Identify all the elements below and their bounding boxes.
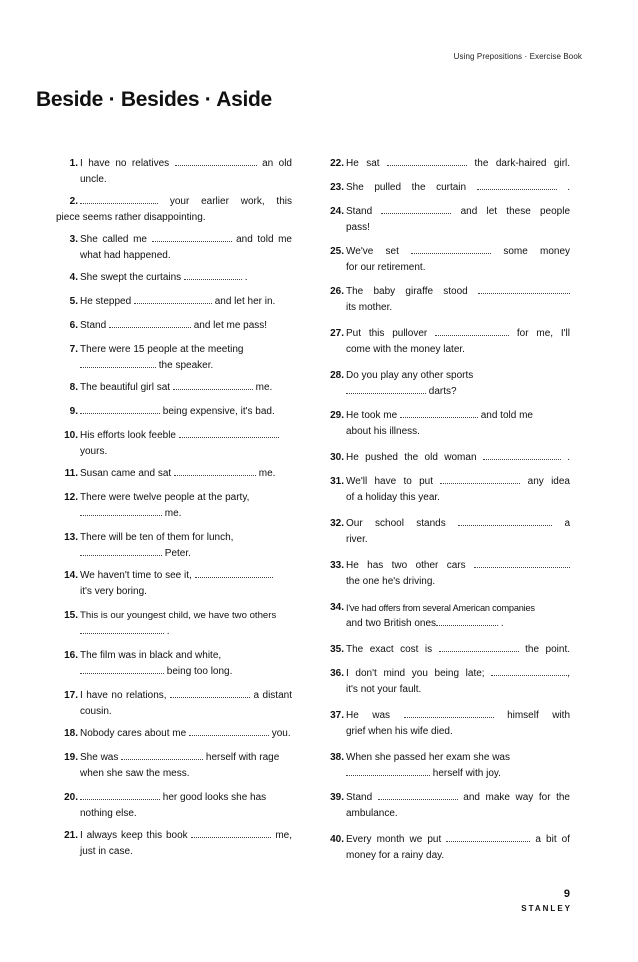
exercise-text: for our retirement. — [346, 262, 426, 273]
answer-blank[interactable] — [80, 546, 162, 556]
exercise-item — [56, 828, 292, 860]
exercise-text: me, — [275, 830, 292, 841]
exercise-text: He stepped — [80, 296, 132, 307]
exercise-text: Stand — [346, 792, 373, 803]
exercise-item — [56, 156, 292, 188]
exercise-text: river. — [346, 534, 368, 545]
exercise-number: 9. — [69, 406, 78, 417]
exercise-number: 18. — [64, 728, 78, 739]
exercise-item — [322, 408, 570, 440]
exercise-text: He pushed the old woman — [346, 452, 477, 463]
exercise-text: darts? — [428, 386, 457, 397]
exercise-text: The baby giraffe stood — [346, 286, 468, 297]
exercise-item — [56, 232, 292, 264]
exercise-number: 16. — [64, 650, 78, 661]
answer-blank[interactable] — [152, 232, 232, 242]
exercise-number: 7. — [69, 344, 78, 355]
answer-blank[interactable] — [174, 466, 256, 476]
exercise-item — [56, 466, 292, 482]
answer-blank[interactable] — [440, 474, 520, 484]
answer-blank[interactable] — [411, 244, 491, 254]
answer-blank[interactable] — [474, 558, 570, 568]
answer-blank[interactable] — [175, 156, 257, 166]
exercise-text: This is our youngest child, we have two others — [80, 610, 277, 621]
exercise-number: 12. — [64, 492, 78, 503]
exercise-text: We haven't time to see it, — [80, 570, 192, 581]
answer-blank[interactable] — [439, 642, 519, 652]
exercise-item — [322, 790, 570, 822]
answer-blank[interactable] — [191, 828, 271, 838]
exercise-text: some money — [503, 246, 571, 257]
exercise-item — [56, 270, 292, 286]
exercise-text: and let her in. — [214, 296, 276, 307]
answer-blank[interactable] — [387, 156, 467, 166]
exercise-number: 6. — [69, 320, 78, 331]
exercise-text: She swept the curtains — [80, 272, 182, 283]
exercise-text: . — [567, 452, 570, 463]
answer-blank[interactable] — [173, 380, 253, 390]
exercise-item — [56, 608, 292, 640]
exercise-text: There were twelve people at the party, — [80, 492, 250, 503]
exercise-text: and make way for the — [463, 792, 570, 803]
answer-blank[interactable] — [346, 766, 430, 776]
exercise-text: the one he's driving. — [346, 576, 436, 587]
answer-blank[interactable] — [381, 204, 451, 214]
exercise-text: Every month we put — [346, 834, 442, 845]
exercise-text: your earlier work, this — [169, 196, 292, 207]
exercise-number: 3. — [69, 234, 78, 245]
exercise-text: it's very boring. — [80, 586, 147, 597]
exercise-number: 35. — [330, 644, 344, 655]
answer-blank[interactable] — [80, 624, 164, 634]
publisher-name: STANLEY — [521, 904, 572, 913]
exercise-text: a — [564, 518, 571, 529]
exercise-item — [322, 180, 570, 196]
exercise-number: 4. — [69, 272, 78, 283]
exercise-text: He took me — [346, 410, 398, 421]
answer-blank[interactable] — [80, 506, 162, 516]
exercise-text: herself with rage — [205, 752, 280, 763]
exercise-number: 2. — [69, 196, 78, 207]
answer-blank[interactable] — [346, 384, 426, 394]
exercise-item: 34. I've had offers from several American companies and two British ones . — [322, 600, 570, 632]
exercise-text: money for a rainy day. — [346, 850, 445, 861]
exercise-text: She pulled the curtain — [346, 182, 467, 193]
answer-blank[interactable] — [446, 832, 530, 842]
exercise-item — [322, 750, 570, 782]
exercise-item — [56, 750, 292, 782]
exercise-number: 15. — [64, 610, 78, 621]
exercise-text: She was — [80, 752, 119, 763]
exercise-item — [322, 284, 570, 316]
page-number: 9 — [563, 888, 570, 900]
exercise-text: and told me — [236, 234, 292, 245]
exercise-number: 38. — [330, 752, 344, 763]
exercise-text: the point. — [525, 644, 571, 655]
exercise-text: uncle. — [80, 174, 107, 185]
exercise-text: any idea — [527, 476, 570, 487]
exercise-number: 34. — [330, 602, 344, 613]
exercise-item — [322, 156, 570, 172]
exercise-item — [322, 244, 570, 276]
exercise-text: herself with joy. — [432, 768, 501, 779]
exercise-item — [56, 568, 292, 600]
exercise-text: cousin. — [80, 706, 112, 717]
exercise-text: . — [567, 182, 571, 193]
exercise-text: pass! — [346, 222, 370, 233]
exercise-text: We'll have to put — [346, 476, 434, 487]
exercise-number: 36. — [330, 668, 344, 679]
exercise-number: 32. — [330, 518, 344, 529]
exercise-item — [322, 832, 570, 864]
exercise-text: her good looks she has — [162, 792, 267, 803]
exercise-number: 21. — [64, 830, 78, 841]
exercise-item — [322, 708, 570, 740]
answer-blank[interactable] — [400, 408, 478, 418]
exercise-item — [56, 318, 292, 334]
exercise-text: He has two other cars — [346, 560, 466, 571]
exercise-text: Susan came and sat — [80, 468, 172, 479]
exercise-text: I have no relations, — [80, 690, 167, 701]
answer-blank[interactable] — [179, 428, 279, 438]
exercise-number: 25. — [330, 246, 344, 257]
exercise-text: and two British ones — [346, 618, 437, 629]
exercise-text: come with the money later. — [346, 344, 465, 355]
exercise-number: 28. — [330, 370, 344, 381]
exercise-number: 14. — [64, 570, 78, 581]
answer-blank[interactable] — [80, 358, 156, 368]
exercise-item — [56, 194, 292, 226]
exercise-text: His efforts look feeble — [80, 430, 176, 441]
exercise-number: 13. — [64, 532, 78, 543]
exercise-text: when she saw the mess. — [80, 768, 190, 779]
exercise-text: nothing else. — [80, 808, 137, 819]
exercise-text: Nobody cares about me — [80, 728, 187, 739]
exercise-item — [56, 428, 292, 460]
exercise-text: I've had offers from several American companies — [346, 603, 535, 613]
answer-blank[interactable] — [478, 284, 570, 294]
exercise-text: There were 15 people at the meeting — [80, 344, 244, 355]
answer-blank[interactable] — [404, 708, 494, 718]
running-header: Using Prepositions · Exercise Book — [453, 52, 582, 61]
exercise-item — [322, 666, 570, 698]
exercise-item — [322, 204, 570, 236]
answer-blank[interactable] — [80, 664, 164, 674]
exercise-number: 29. — [330, 410, 344, 421]
exercise-text: a distant — [253, 690, 292, 701]
exercise-text: The film was in black and white, — [80, 650, 222, 661]
exercise-text: me. — [164, 508, 182, 519]
exercise-item — [322, 642, 570, 658]
exercise-text: just in case. — [80, 846, 133, 857]
exercise-number: 40. — [330, 834, 344, 845]
exercise-text: grief when his wife died. — [346, 726, 453, 737]
exercise-text: of a holiday this year. — [346, 492, 440, 503]
exercise-item — [56, 688, 292, 720]
answer-blank[interactable] — [184, 270, 242, 280]
exercise-item — [56, 404, 292, 420]
exercise-number: 8. — [69, 382, 78, 393]
exercise-text: its mother. — [346, 302, 393, 313]
answer-blank[interactable] — [121, 750, 203, 760]
exercise-text: . — [166, 626, 170, 637]
answer-blank[interactable] — [189, 726, 269, 736]
exercise-item — [322, 558, 570, 590]
exercise-number: 27. — [330, 328, 344, 339]
answer-blank[interactable] — [134, 294, 212, 304]
exercise-text: Peter. — [164, 548, 191, 559]
exercise-text: and let me pass! — [193, 320, 268, 331]
exercise-text: Stand — [80, 320, 107, 331]
exercise-text: a bit of — [535, 834, 571, 845]
exercise-number: 22. — [330, 158, 344, 169]
answer-blank[interactable] — [80, 194, 158, 204]
exercise-text: She called me — [80, 234, 147, 245]
answer-blank[interactable] — [195, 568, 273, 578]
exercise-item — [322, 326, 570, 358]
exercise-number: 37. — [330, 710, 344, 721]
exercise-text: , — [567, 668, 570, 679]
answer-blank[interactable] — [436, 616, 498, 626]
exercise-item — [322, 368, 570, 400]
exercise-text: piece seems rather disappointing. — [56, 212, 206, 223]
exercise-item — [56, 530, 292, 562]
exercise-item — [56, 490, 292, 522]
exercise-text: an old — [262, 158, 292, 169]
exercise-item — [56, 342, 292, 374]
exercise-text: and let these people — [460, 206, 571, 217]
exercise-number: 31. — [330, 476, 344, 487]
answer-blank[interactable] — [109, 318, 191, 328]
exercise-number: 1. — [69, 158, 78, 169]
exercise-number: 17. — [64, 690, 78, 701]
exercise-text: Do you play any other sports — [346, 370, 474, 381]
exercise-text: Stand — [346, 206, 373, 217]
answer-blank[interactable] — [477, 180, 557, 190]
exercise-text: being too long. — [166, 666, 233, 677]
exercise-text: it's not your fault. — [346, 684, 422, 695]
exercise-number: 39. — [330, 792, 344, 803]
exercise-text: what had happened. — [80, 250, 171, 261]
exercise-text: There will be ten of them for lunch, — [80, 532, 234, 543]
exercise-item — [56, 648, 292, 680]
answer-blank[interactable] — [435, 326, 509, 336]
exercise-text: the dark-haired girl. — [474, 158, 571, 169]
exercise-number: 20. — [64, 792, 78, 803]
exercise-text: me. — [258, 468, 276, 479]
exercise-text: I don't mind you being late; — [346, 668, 485, 679]
exercise-text: for me, I'll — [516, 328, 571, 339]
page-title: Beside · Besides · Aside — [36, 88, 272, 111]
exercise-text: and told me — [480, 410, 533, 421]
exercise-number: 30. — [330, 452, 344, 463]
exercise-item — [56, 790, 292, 822]
exercise-text: We've set — [346, 246, 399, 257]
answer-blank[interactable] — [80, 790, 160, 800]
exercise-item — [56, 726, 292, 742]
answer-blank[interactable] — [491, 666, 567, 676]
exercise-text: He was — [346, 710, 391, 721]
exercise-text: I always keep this book — [80, 830, 188, 841]
answer-blank[interactable] — [170, 688, 250, 698]
exercise-number: 24. — [330, 206, 344, 217]
answer-blank[interactable] — [378, 790, 458, 800]
exercise-text: When she passed her exam she was — [346, 752, 510, 763]
answer-blank[interactable] — [458, 516, 552, 526]
exercise-text: about his illness. — [346, 426, 420, 437]
exercise-text: The beautiful girl sat — [80, 382, 171, 393]
exercise-number: 11. — [64, 468, 78, 479]
exercise-number: 33. — [330, 560, 344, 571]
exercise-text: Our school stands — [346, 518, 446, 529]
exercise-text: being expensive, it's bad. — [162, 406, 275, 417]
exercise-text: yours. — [80, 446, 108, 457]
exercise-text: himself with — [507, 710, 571, 721]
exercise-text: me. — [255, 382, 273, 393]
exercise-text: The exact cost is — [346, 644, 433, 655]
exercise-number: 10. — [64, 430, 78, 441]
exercise-text: He sat — [346, 158, 380, 169]
exercise-text: I have no relatives — [80, 158, 170, 169]
exercise-number: 23. — [330, 182, 344, 193]
exercise-item — [56, 294, 292, 310]
exercise-text: the speaker. — [158, 360, 214, 371]
exercise-text: . — [244, 272, 248, 283]
exercise-item — [322, 450, 570, 466]
exercise-item — [322, 474, 570, 506]
exercise-item — [322, 516, 570, 548]
exercise-text: you. — [271, 728, 291, 739]
exercise-number: 5. — [69, 296, 78, 307]
exercise-text: ambulance. — [346, 808, 398, 819]
exercise-number: 26. — [330, 286, 344, 297]
exercise-text: Put this pullover — [346, 328, 428, 339]
answer-blank[interactable] — [483, 450, 561, 460]
exercise-item — [56, 380, 292, 396]
exercise-number: 19. — [64, 752, 78, 763]
answer-blank[interactable] — [80, 404, 160, 414]
